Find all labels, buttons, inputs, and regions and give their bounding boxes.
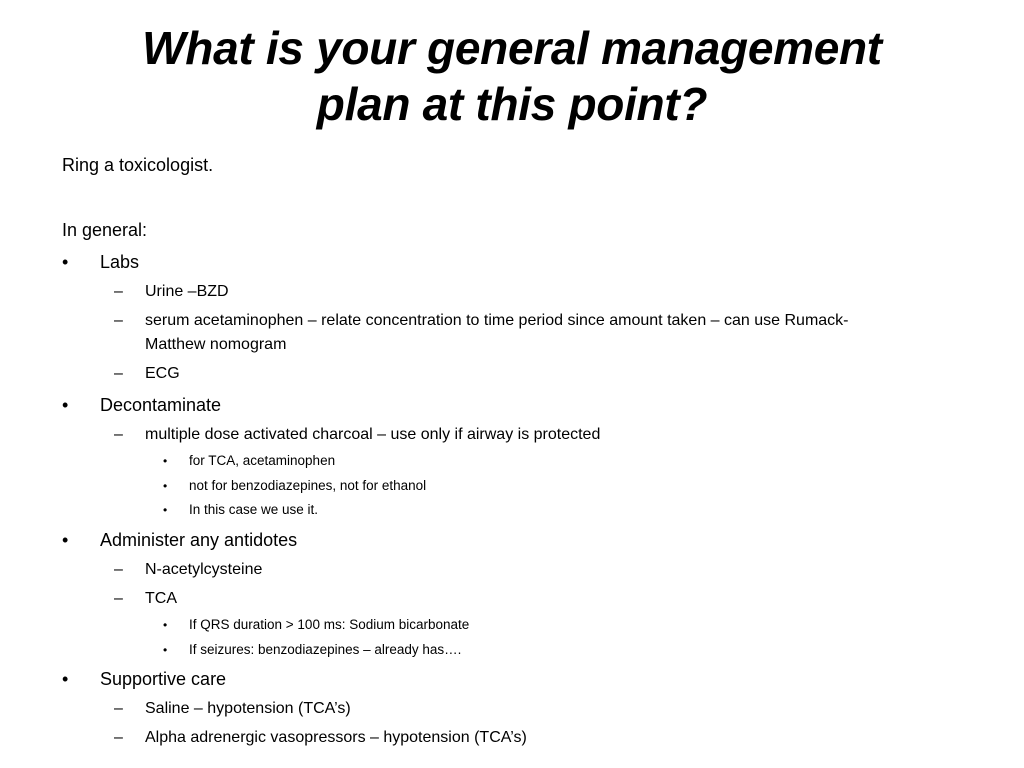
labs-item-urine: Urine –BZD: [145, 283, 229, 300]
general-label: In general:: [62, 220, 148, 240]
bullet-labs: Labs: [100, 252, 140, 272]
supportive-item-saline: Saline – hypotension (TCA’s): [145, 700, 351, 717]
dash-marker: –: [114, 365, 123, 382]
bullet-marker: •: [62, 252, 69, 272]
small-bullet-marker: •: [163, 643, 168, 657]
dash-marker: –: [114, 561, 123, 578]
decontaminate-subitem-3: In this case we use it.: [189, 502, 319, 517]
bullet-marker: •: [62, 669, 69, 689]
small-bullet-marker: •: [163, 503, 168, 517]
dash-marker: –: [114, 700, 123, 717]
bullet-marker: •: [62, 530, 69, 550]
bullet-marker: •: [62, 395, 69, 415]
slide-title: [60, 20, 964, 132]
antidotes-subitem-seizures: If seizures: benzodiazepines – already has….: [189, 642, 462, 657]
intro-text: Ring a toxicologist.: [62, 155, 214, 175]
antidotes-subitem-qrs: If QRS duration > 100 ms: Sodium bicarbonate: [189, 617, 470, 632]
dash-marker: –: [114, 729, 123, 746]
bullet-antidotes: Administer any antidotes: [100, 530, 298, 550]
antidotes-item-tca: TCA: [145, 590, 177, 607]
slide-title-line-1: What is your general management: [142, 22, 882, 74]
dash-marker: –: [114, 426, 123, 443]
labs-item-serum-line-2: Matthew nomogram: [145, 336, 287, 353]
antidotes-item-nac: N-acetylcysteine: [145, 561, 263, 578]
bullet-decontaminate: Decontaminate: [100, 395, 222, 415]
dash-marker: –: [114, 283, 123, 300]
small-bullet-marker: •: [163, 479, 168, 493]
labs-item-ecg: ECG: [145, 365, 180, 382]
slide-title-line-2: plan at this point?: [316, 78, 708, 130]
labs-item-serum-line-1: serum acetaminophen – relate concentration to time period since amount taken – can use Rumack-: [145, 312, 849, 329]
dash-marker: –: [114, 590, 123, 607]
dash-marker: –: [114, 312, 123, 329]
decontaminate-item-charcoal: multiple dose activated charcoal – use only if airway is protected: [145, 426, 601, 443]
bullet-supportive: Supportive care: [100, 669, 227, 689]
small-bullet-marker: •: [163, 454, 168, 468]
decontaminate-subitem-1: for TCA, acetaminophen: [189, 453, 336, 468]
small-bullet-marker: •: [163, 618, 168, 632]
supportive-item-vasopressors: Alpha adrenergic vasopressors – hypotension (TCA’s): [145, 729, 527, 746]
decontaminate-subitem-2: not for benzodiazepines, not for ethanol: [189, 478, 427, 493]
